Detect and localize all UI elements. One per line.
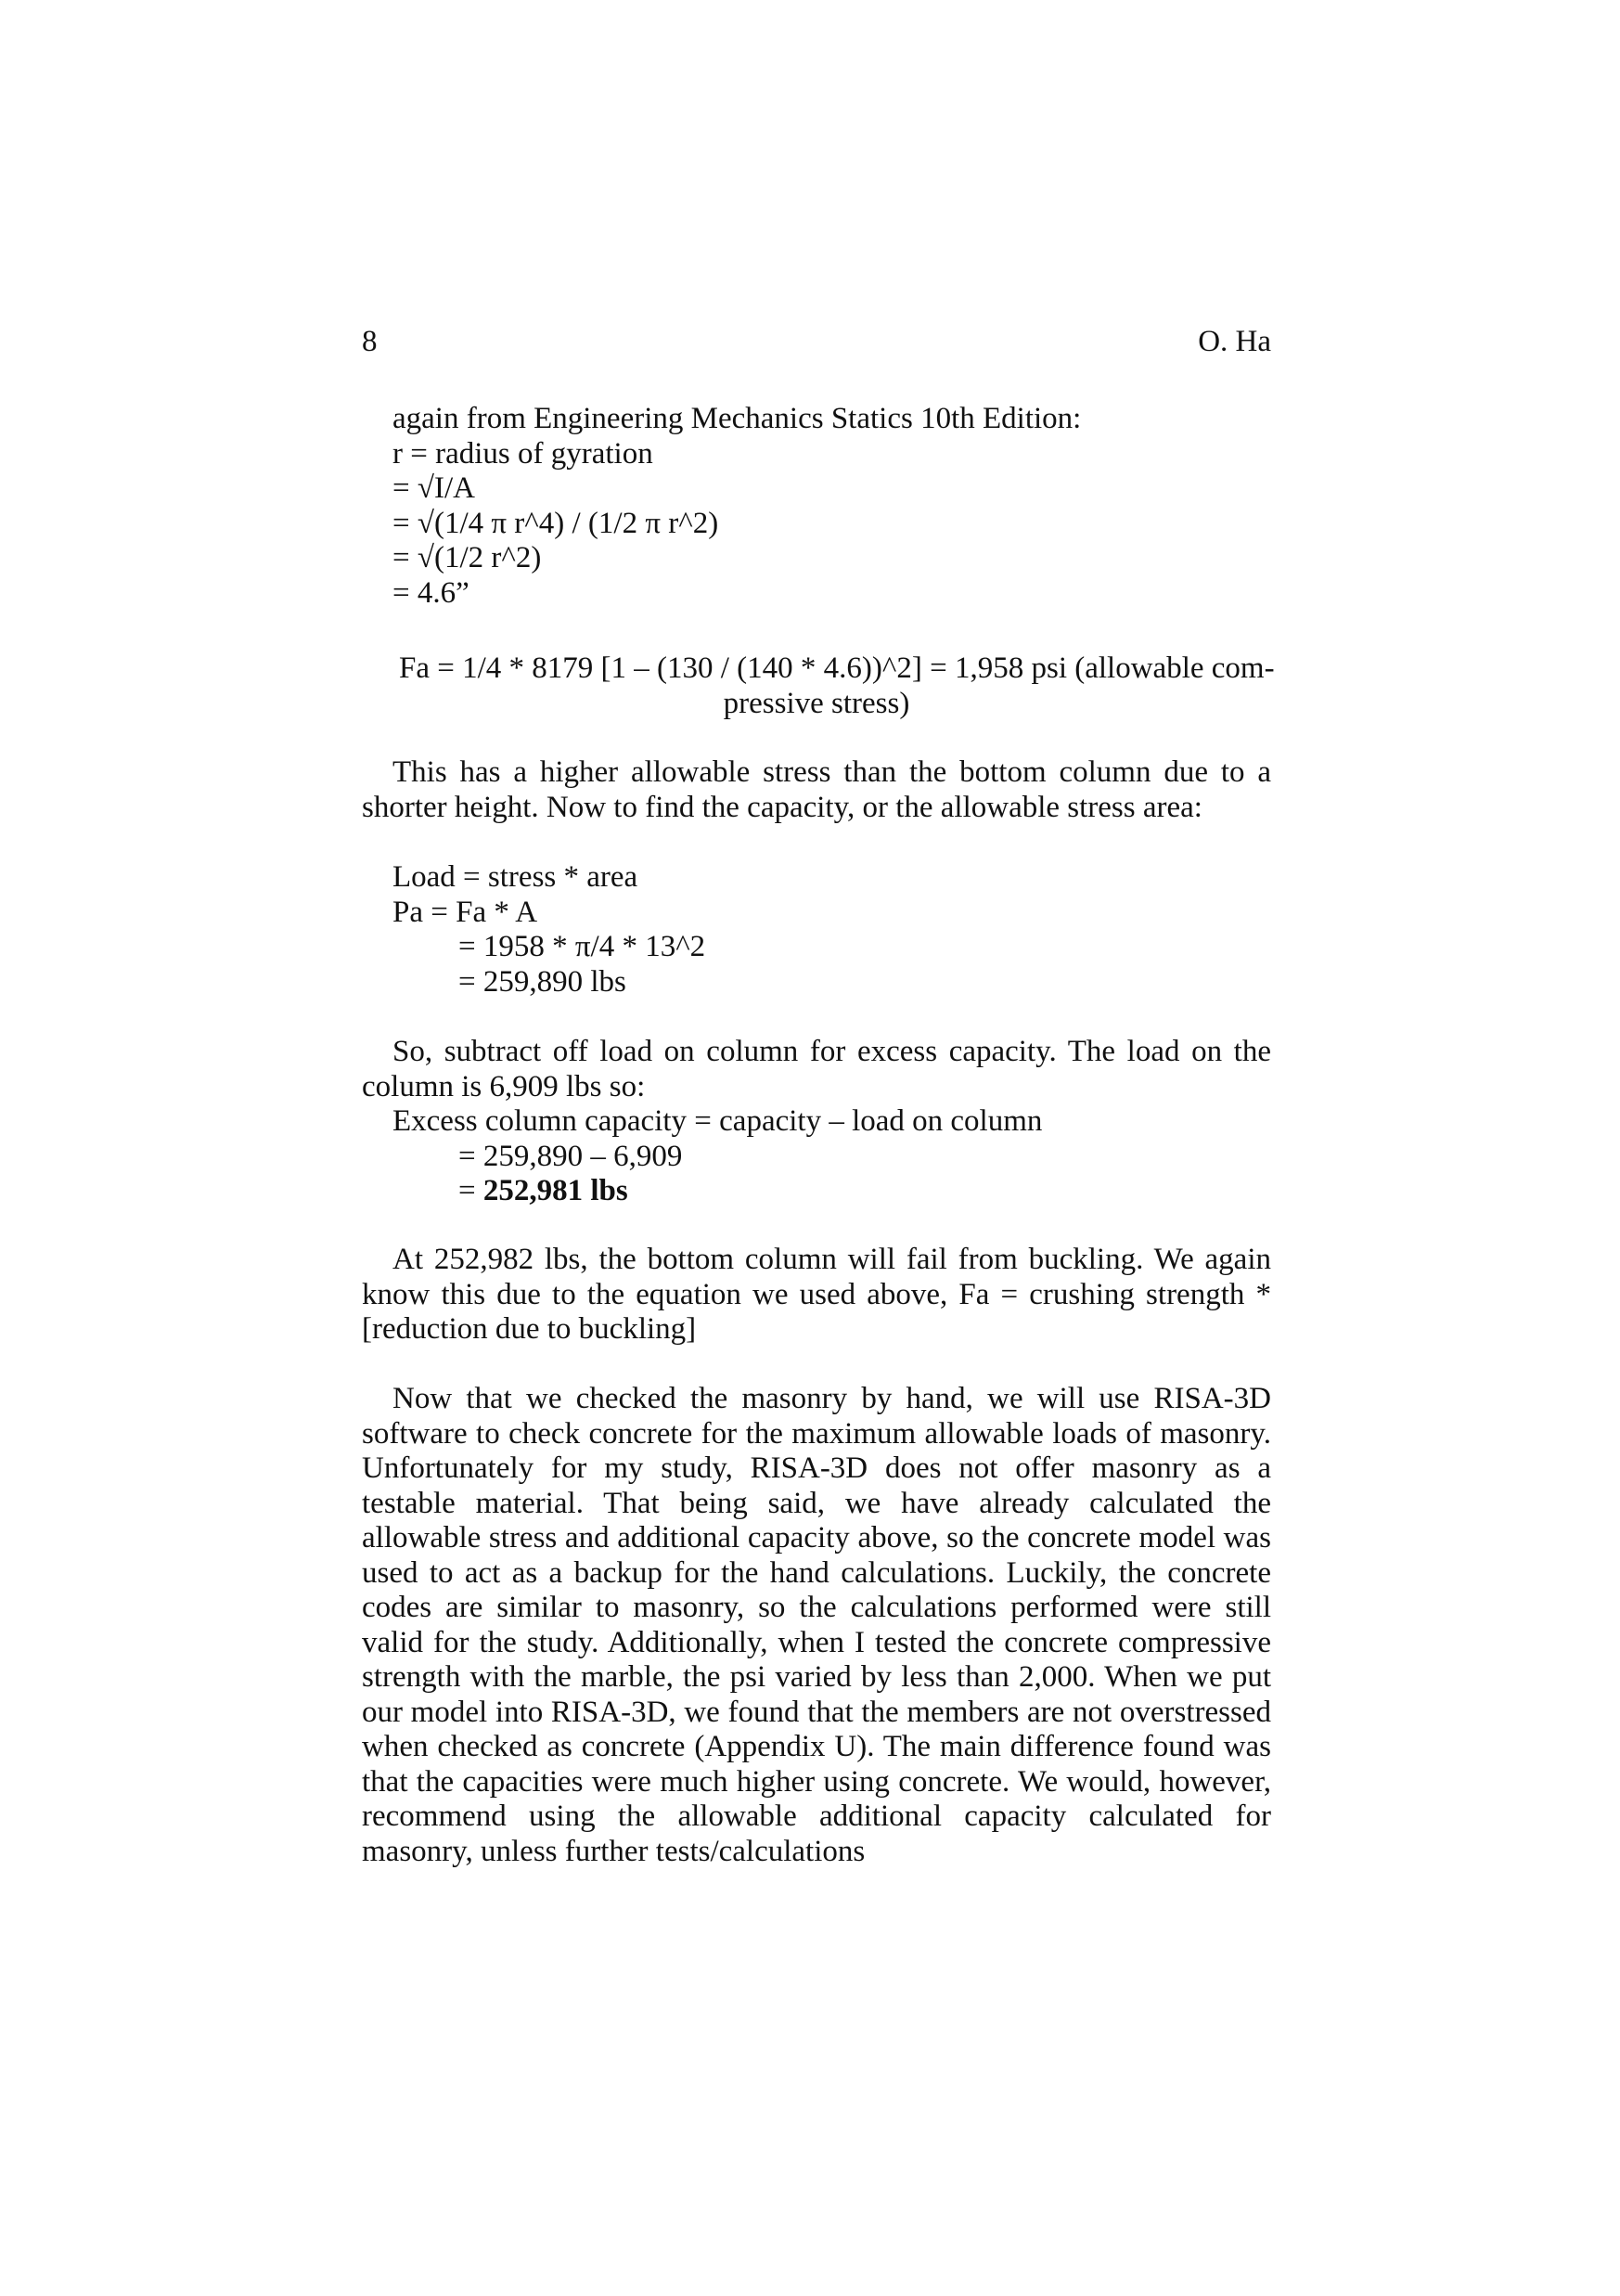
formula-line-1: Fa = 1/4 * 8179 [1 – (130 / (140 * 4.6))^2] = 1,958 psi (allowable com- [399,651,1275,685]
paragraph-buckling [362,1243,1271,1348]
paragraph-text: So, subtract off load on column for excess capacity. The load on the column is 6,909 lbs so: [362,1035,1271,1103]
paragraph-text: This has a higher allowable stress than the bottom column due to a shorter height. Now to find the capacity, or the allowable stress area: [362,755,1271,824]
allowable-stress-formula [362,651,1275,721]
paragraph-risa-3d [362,1382,1271,1869]
load-line-2: Pa = Fa * A [392,895,538,929]
excess-result-value: 252,981 lbs [482,1174,628,1207]
load-line-3: = 1958 * π/4 * 13^2 [458,930,706,963]
radius-line-6: = 4.6” [392,575,469,610]
page-number: 8 [362,325,378,358]
load-calculation-block [362,860,1271,1000]
radius-line-3: = √I/A [392,471,475,505]
paragraph-higher-stress [362,755,1271,825]
running-head: O. Ha [1198,325,1271,358]
excess-line-3 [362,1174,1271,1209]
radius-line-5: = √(1/2 r^2) [392,541,542,574]
excess-line-1: Excess column capacity = capacity – load on column [392,1104,1043,1138]
excess-line-2: = 259,890 – 6,909 [458,1139,683,1173]
paragraph-subtract-load [362,1035,1271,1104]
paragraph-text: At 252,982 lbs, the bottom column will fail from buckling. We again know this due to the equation we used above, Fa = crushing strength * [reduction due to buckling] [362,1243,1271,1346]
formula-line-2: pressive stress) [723,686,910,720]
excess-capacity-block [362,1104,1271,1209]
excess-result-prefix: = [458,1174,483,1207]
radius-line-1: again from Engineering Mechanics Statics 10th Edition: [392,402,1082,435]
radius-of-gyration-block [362,402,1302,611]
load-line-1: Load = stress * area [392,860,638,894]
load-line-4: = 259,890 lbs [458,964,626,999]
radius-line-4: = √(1/4 π r^4) / (1/2 π r^2) [392,506,719,540]
radius-line-2: r = radius of gyration [392,436,653,471]
paragraph-text: Now that we checked the masonry by hand, we will use RISA-3D software to check concrete for the maximum allowable loads of masonry. Unfortunately for my study, RISA-3D does not offer masonry as a testable material. That being said, we have already calculated the allowable stress and additional capacity above, so the concrete model was used to act as a backup for the hand calculations. Luckily, the concrete codes are similar to masonry, so the calculations performed were still valid for the study. Additionally, when I tested the concrete compressive strength with the marble, the psi varied by less than 2,000. When we put our model into RISA-3D, we found that the members are not overstressed when checked as concrete (Appendix U). The main difference found was that the capacities were much higher using concrete. We would, however, recommend using the allowable additional capacity calculated for masonry, unless further tests/calculations [362,1382,1271,1868]
